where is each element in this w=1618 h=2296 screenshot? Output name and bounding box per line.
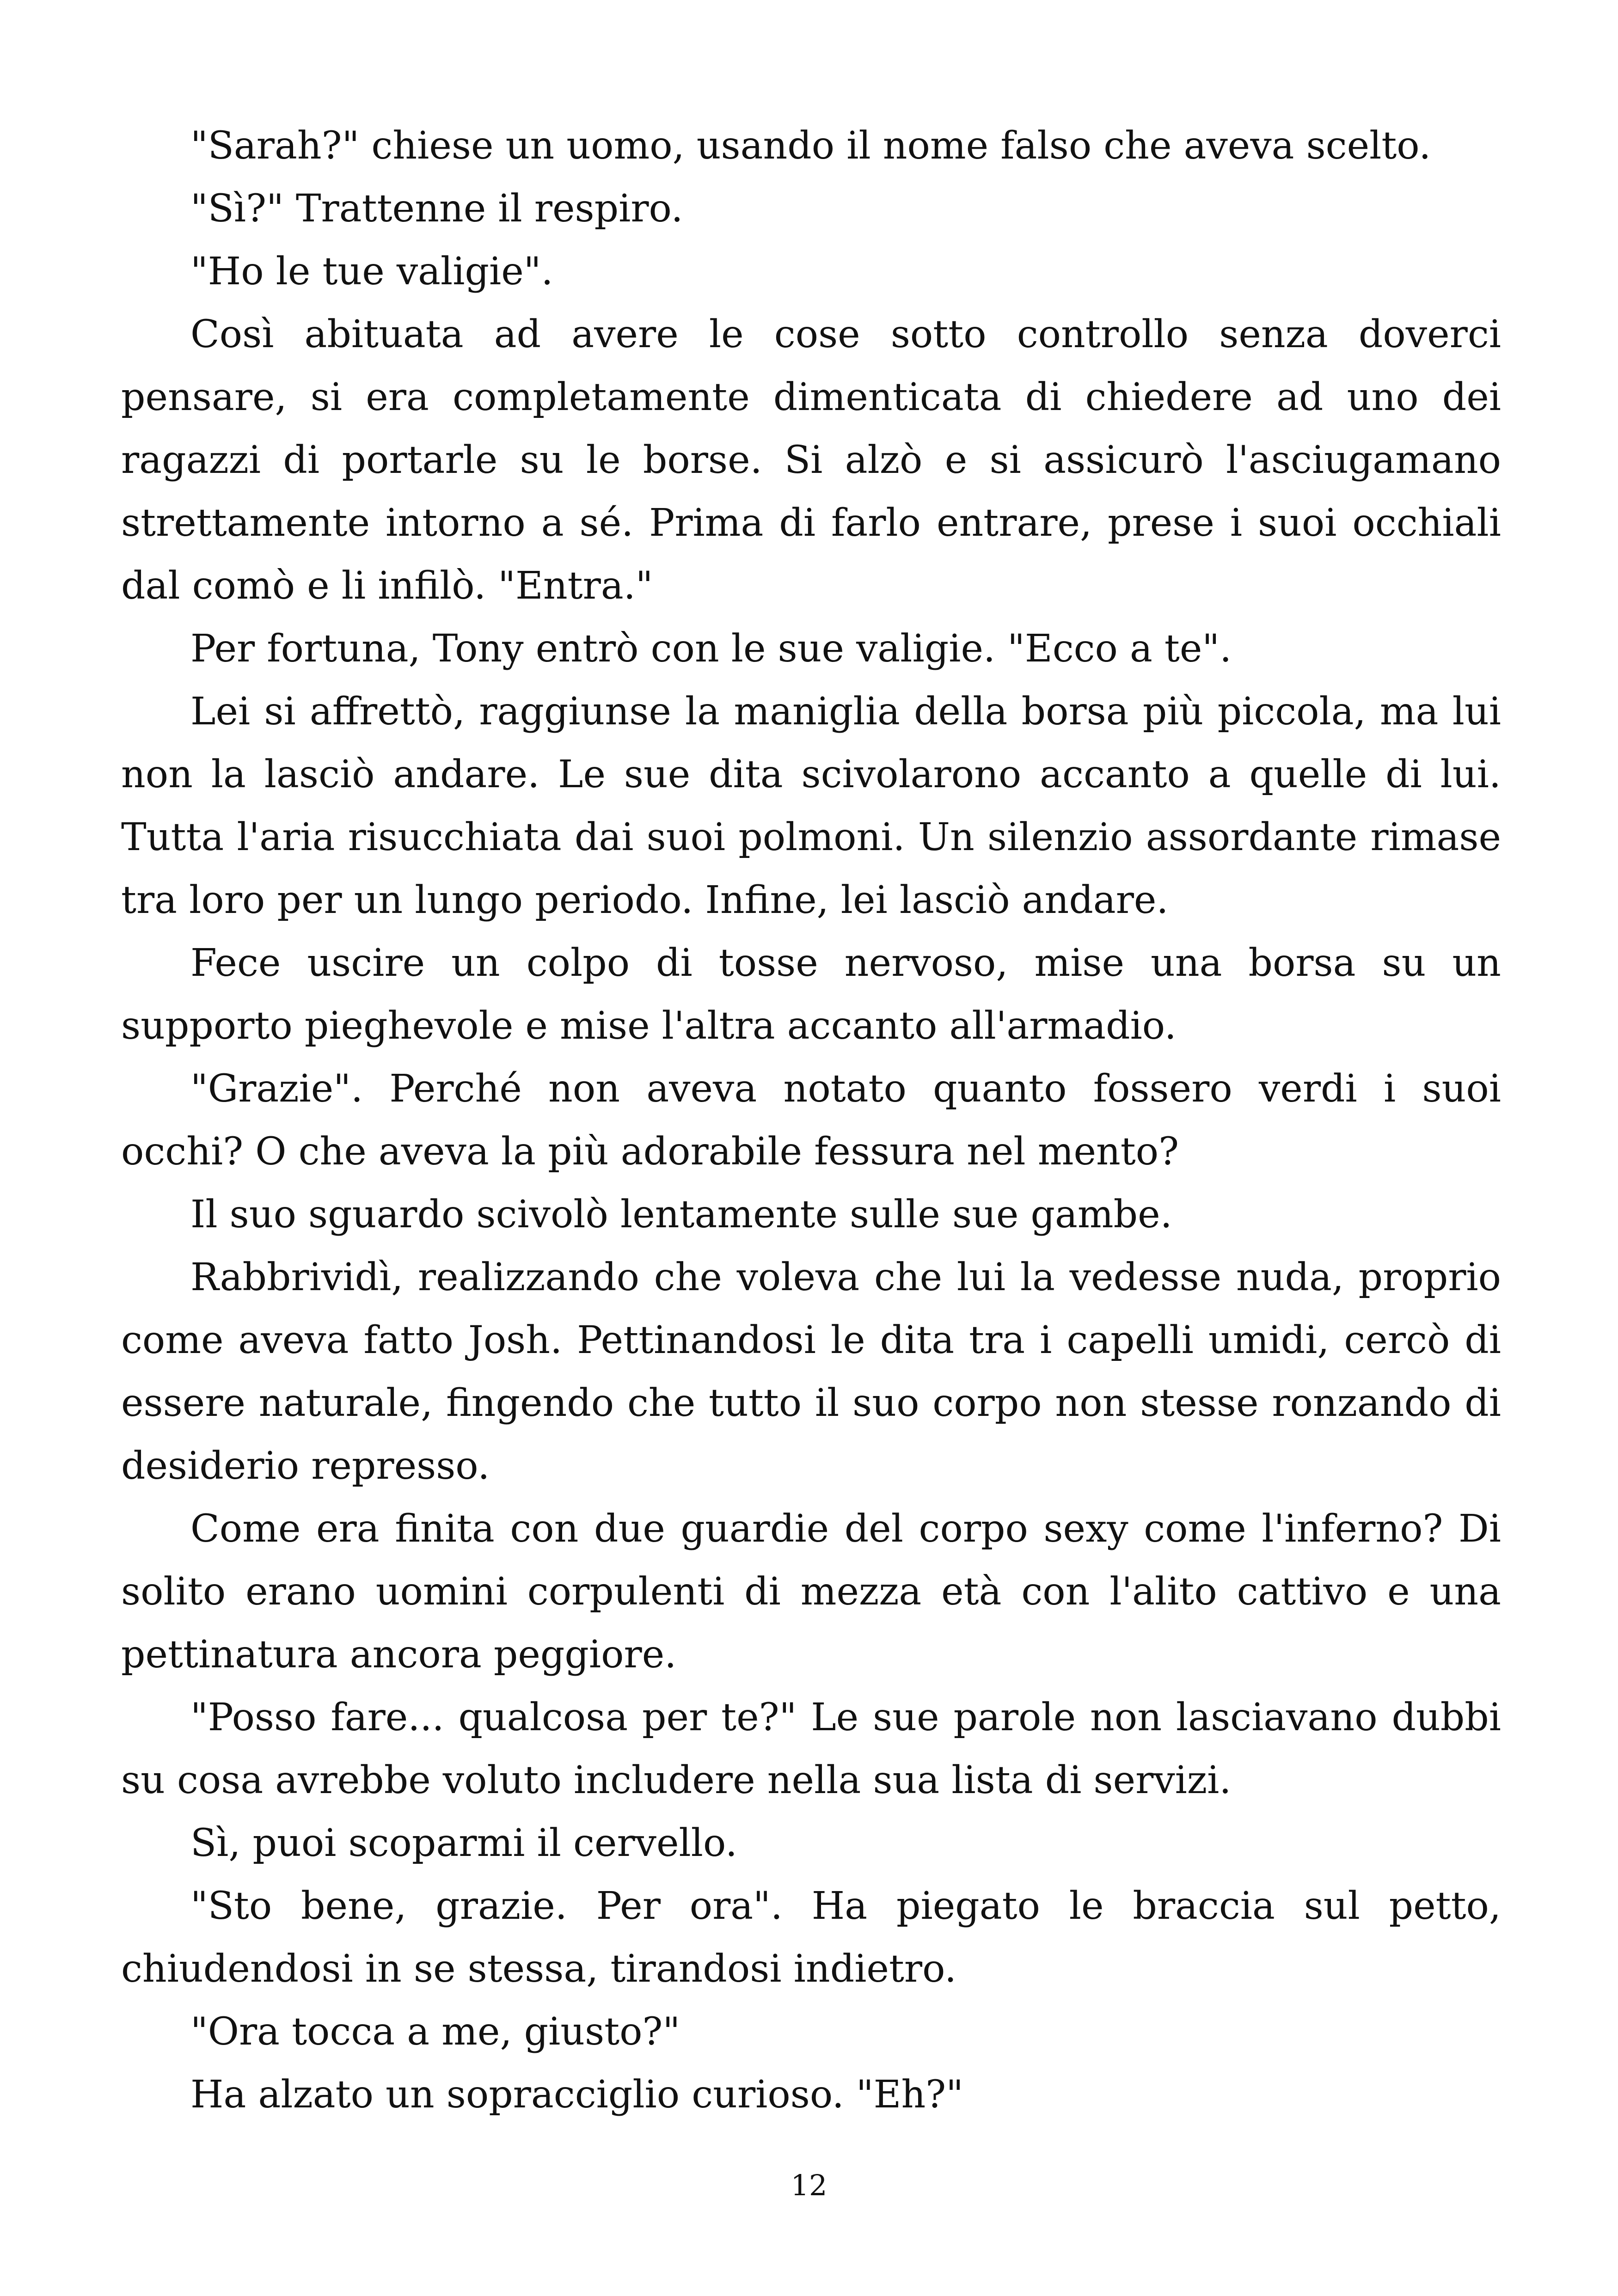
paragraph: Fece uscire un colpo di tosse nervoso, mise una borsa su un supporto pieghevole e mise l'altra accanto all'armadio. [121,941,1501,1048]
page-number: 12 [791,2168,827,2202]
paragraph: Il suo sguardo scivolò lentamente sulle sue gambe. [190,1193,1172,1237]
paragraph: Rabbrividì, realizzando che voleva che lui la vedesse nuda, proprio come aveva fatto Josh. Pettinandosi le dita tra i capelli umidi, cercò di essere naturale, fingendo che tutto il suo corpo non stesse ronzando di desiderio represso. [121,1255,1501,1488]
paragraph: Sì, puoi scoparmi il cervello. [190,1821,737,1865]
paragraph: "Sarah?" chiese un uomo, usando il nome falso che aveva scelto. [190,124,1431,168]
paragraph: "Sto bene, grazie. Per ora". Ha piegato le braccia sul petto, chiudendosi in se stessa, tirandosi indietro. [121,1884,1501,1991]
paragraph: "Ora tocca a me, giusto?" [190,2010,680,2054]
paragraph: "Sì?" Trattenne il respiro. [190,187,683,231]
body-text [121,115,1501,2126]
paragraph: "Grazie". Perché non aveva notato quanto fossero verdi i suoi occhi? O che aveva la più adorabile fessura nel mento? [121,1067,1501,1174]
paragraph: Come era finita con due guardie del corpo sexy come l'inferno? Di solito erano uomini corpulenti di mezza età con l'alito cattivo e una pettinatura ancora peggiore. [121,1507,1501,1677]
paragraph: Ha alzato un sopracciglio curioso. "Eh?" [190,2073,963,2117]
paragraph: Per fortuna, Tony entrò con le sue valigie. "Ecco a te". [190,627,1232,671]
paragraph: "Posso fare... qualcosa per te?" Le sue parole non lasciavano dubbi su cosa avrebbe voluto includere nella sua lista di servizi. [121,1696,1501,1802]
paragraph: "Ho le tue valigie". [190,250,553,294]
paragraph: Lei si affrettò, raggiunse la maniglia della borsa più piccola, ma lui non la lasciò andare. Le sue dita scivolarono accanto a quelle di lui. Tutta l'aria risucchiata dai suoi polmoni. Un silenzio assordante rimase tra loro per un lungo periodo. Infine, lei lasciò andare. [121,690,1501,922]
paragraph: Così abituata ad avere le cose sotto controllo senza doverci pensare, si era completamente dimenticata di chiedere ad uno dei ragazzi di portarle su le borse. Si alzò e si assicurò l'asciugamano strettamente intorno a sé. Prima di farlo entrare, prese i suoi occhiali dal comò e li infilò. "Entra." [121,312,1501,608]
